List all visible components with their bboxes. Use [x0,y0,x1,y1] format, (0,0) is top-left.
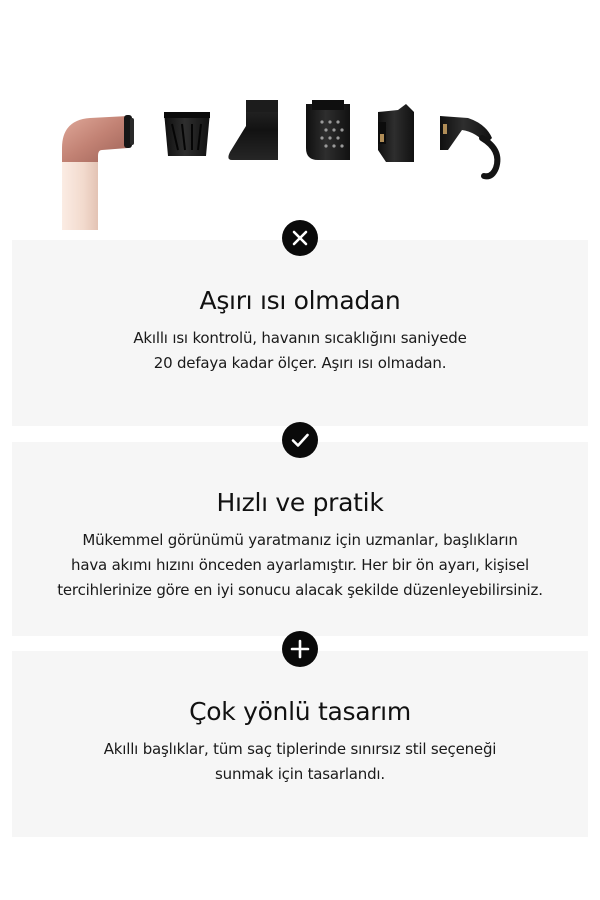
feature-title: Çok yönlü tasarım [189,697,411,726]
feature-title: Aşırı ısı olmadan [199,286,401,315]
feature-card-fast-practical [12,442,588,636]
dryer-handle-image [62,115,134,230]
feature-description-line: Akıllı başlıklar, tüm saç tiplerinde sınırsız stil seçeneği [103,740,497,758]
diffuser-ring-attachment [164,112,210,156]
feature-description [32,737,568,787]
feature-description-line: Akıllı ısı kontrolü, havanın sıcaklığını saniyede [133,329,467,347]
smoothing-nozzle-attachment [228,100,278,160]
feature-description-line: sunmak için tasarlandı. [215,765,385,783]
feature-description-line: Mükemmel görünümü yaratmanız için uzmanlar, başlıkların [82,531,518,549]
plus-icon [282,631,318,667]
product-attachments-image [0,0,600,230]
close-icon [282,220,318,256]
feature-description [32,528,568,603]
wide-tooth-comb-attachment [378,104,414,162]
feature-description-line: 20 defaya kadar ölçer. Aşırı ısı olmadan. [153,354,447,372]
feature-description-line: hava akımı hızını önceden ayarlamıştır. Her bir ön ayarı, kişisel [71,556,529,574]
feature-card-no-overheat [12,240,588,426]
check-icon [282,422,318,458]
feature-title: Hızlı ve pratik [216,488,384,517]
diffuser-attachment [306,100,350,160]
feature-description-line: tercihlerinize göre en iyi sonucu alacak şekilde düzenleyebilirsiniz. [57,581,543,599]
flyaway-hook-attachment [440,116,497,176]
feature-card-versatile-design [12,651,588,837]
feature-description [32,326,568,376]
